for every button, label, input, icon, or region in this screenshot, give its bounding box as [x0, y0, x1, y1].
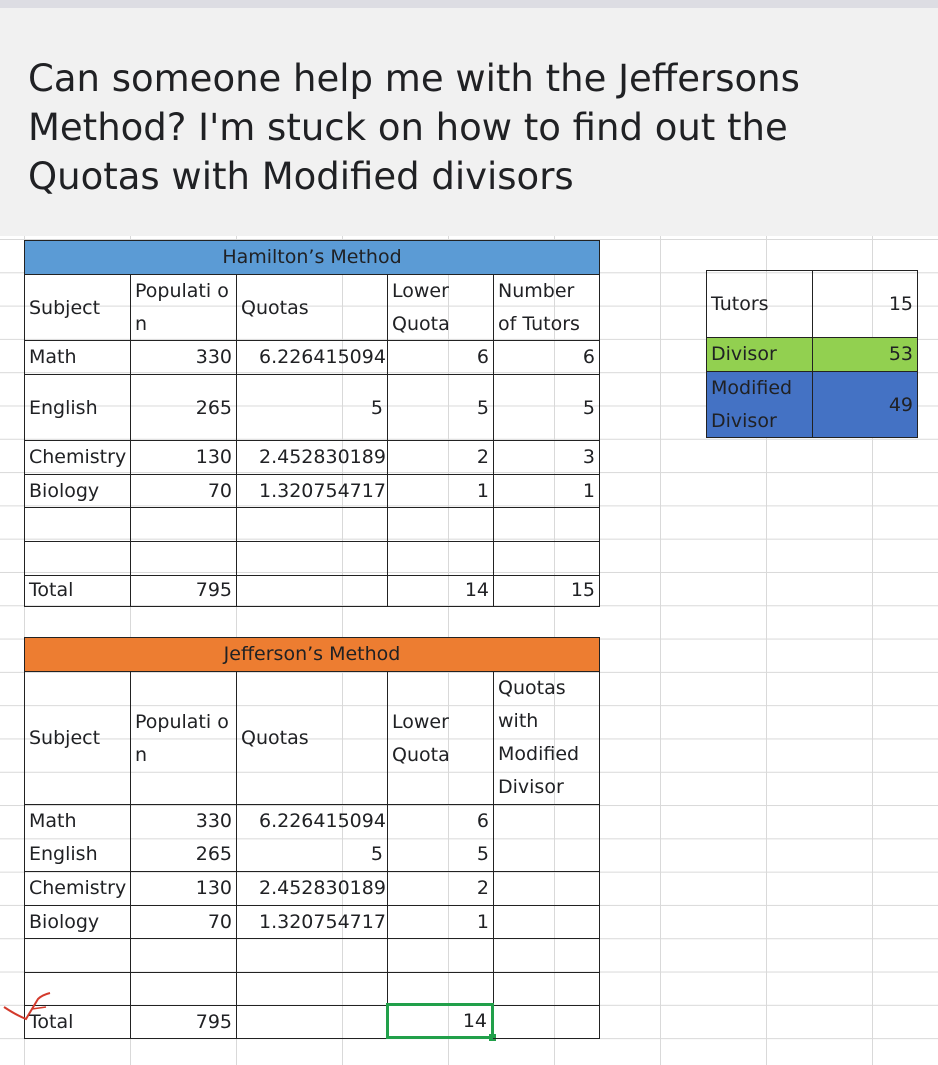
spreadsheet [0, 236, 938, 1065]
table-cell[interactable]: 6 [387, 340, 493, 374]
table-cell[interactable]: 6 [493, 340, 600, 374]
empty-row[interactable] [24, 973, 600, 1006]
check-mark-icon [2, 985, 62, 1025]
table-cell[interactable]: 5 [387, 838, 493, 871]
table-cell[interactable]: English [24, 374, 130, 440]
jefferson-header-quotas: Quotas [236, 671, 387, 804]
table-cell[interactable]: 5 [493, 374, 600, 440]
table-cell[interactable]: 6.226415094 [236, 804, 387, 838]
top-bar [0, 0, 938, 8]
table-cell[interactable]: Biology [24, 474, 130, 508]
divisor-value[interactable]: 53 [812, 337, 918, 371]
table-cell[interactable]: 70 [130, 905, 236, 939]
jefferson-header-subject: Subject [24, 671, 130, 804]
table-cell[interactable] [493, 1006, 600, 1039]
table-cell[interactable]: 265 [130, 374, 236, 440]
table-cell[interactable]: 265 [130, 838, 236, 871]
table-cell[interactable]: 1.320754717 [236, 474, 387, 508]
empty-row[interactable] [24, 508, 600, 542]
tutors-value[interactable]: 15 [812, 270, 918, 337]
table-cell[interactable]: 1 [387, 905, 493, 939]
modified-divisor-value[interactable]: 49 [812, 371, 918, 438]
table-cell[interactable] [493, 804, 600, 838]
table-cell[interactable]: 15 [493, 574, 600, 607]
jefferson-title: Jefferson’s Method [24, 637, 600, 671]
empty-row[interactable] [24, 542, 600, 576]
table-cell[interactable]: 130 [130, 440, 236, 474]
hamilton-title: Hamilton’s Method [24, 240, 600, 274]
hamilton-header-subject: Subject [24, 274, 130, 340]
table-cell[interactable]: 795 [130, 1006, 236, 1039]
tutors-label[interactable]: Tutors [706, 270, 812, 337]
table-cell[interactable]: 330 [130, 804, 236, 838]
table-cell[interactable]: 5 [236, 838, 387, 871]
table-cell[interactable]: 5 [236, 374, 387, 440]
table-cell[interactable]: English [24, 838, 130, 871]
total-label[interactable]: Total [24, 574, 130, 607]
table-cell[interactable]: 6 [387, 804, 493, 838]
hamilton-header-lower-quota: Lower Quota [387, 274, 493, 340]
table-cell[interactable]: Biology [24, 905, 130, 939]
table-cell[interactable]: 130 [130, 871, 236, 905]
table-cell[interactable]: 70 [130, 474, 236, 508]
table-cell[interactable]: 795 [130, 574, 236, 607]
jefferson-header-population: Populati on [130, 671, 236, 804]
table-cell[interactable]: 1.320754717 [236, 905, 387, 939]
divisor-label[interactable]: Divisor [706, 337, 812, 371]
column-divider [387, 939, 388, 1006]
table-cell[interactable] [493, 905, 600, 939]
table-cell[interactable]: Chemistry [24, 440, 130, 474]
table-cell[interactable] [493, 871, 600, 905]
table-cell[interactable]: 3 [493, 440, 600, 474]
table-cell[interactable]: 5 [387, 374, 493, 440]
modified-divisor-label[interactable]: Modified Divisor [706, 371, 812, 438]
table-cell[interactable]: 14 [387, 574, 493, 607]
jefferson-header-lower-quota: Lower Quota [387, 671, 493, 804]
table-cell[interactable]: 2 [387, 871, 493, 905]
table-cell[interactable]: 6.226415094 [236, 340, 387, 374]
hamilton-header-population: Populati on [130, 274, 236, 340]
question-text: Can someone help me with the Jeffersons Method? I'm stuck on how to find out the Quotas with Modified divisors [28, 57, 800, 198]
table-cell[interactable] [236, 574, 387, 607]
table-cell[interactable]: 330 [130, 340, 236, 374]
table-cell[interactable]: 1 [493, 474, 600, 508]
total-label[interactable]: Total [24, 1006, 130, 1039]
table-cell[interactable]: Chemistry [24, 871, 130, 905]
table-cell[interactable]: 1 [387, 474, 493, 508]
table-cell[interactable]: 2.452830189 [236, 871, 387, 905]
hamilton-header-tutors: Number of Tutors [493, 274, 600, 340]
selected-cell[interactable]: 14 [386, 1003, 494, 1039]
table-cell[interactable]: 2.452830189 [236, 440, 387, 474]
empty-row[interactable] [24, 939, 600, 973]
table-cell[interactable]: 2 [387, 440, 493, 474]
hamilton-header-quotas: Quotas [236, 274, 387, 340]
table-cell[interactable] [493, 838, 600, 871]
table-cell[interactable]: Math [24, 340, 130, 374]
table-cell[interactable]: Math [24, 804, 130, 838]
jefferson-header-modified-quotas: Quotas with Modified Divisor [493, 671, 600, 804]
table-cell[interactable] [236, 1006, 387, 1039]
